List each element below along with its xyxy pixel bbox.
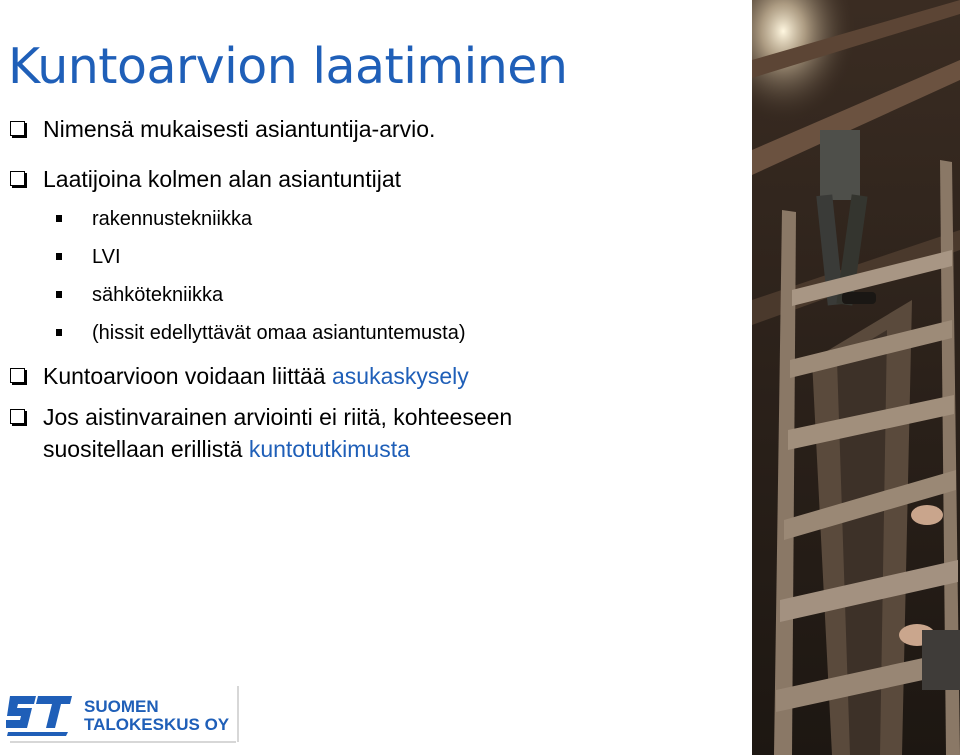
square-bullet-icon [56,215,62,222]
logo-line2: TALOKESKUS OY [84,715,230,734]
square-bullet-icon [56,291,62,298]
checkbox-bullet-icon [10,368,25,383]
logo-line1: SUOMEN [84,697,159,716]
bullet-list: Nimensä mukaisesti asiantuntija-arvio. Laatijoina kolmen alan asiantuntijat rakennustekniikka LVI sähkötekniikka (hissit edellyttävät omaa asiantuntemusta) Kuntoarvioon voidaan liittää asukaskysely Jos aistinvarainen arviointi ei riitä, kohteeseen suositellaan erillistä kuntotutkimusta [0,0,750,500]
square-bullet-icon [56,253,62,260]
checkbox-bullet-icon [10,409,25,424]
highlight-term: kuntotutkimusta [248,436,410,462]
square-bullet-icon [56,329,62,336]
checkbox-bullet-icon [10,171,25,186]
highlight-term: asukaskysely [331,363,469,389]
attic-ladder-photo [752,0,960,755]
company-logo [6,684,246,746]
slide-title: Kuntoarvion laatiminen [8,38,568,95]
checkbox-bullet-icon [10,121,25,136]
